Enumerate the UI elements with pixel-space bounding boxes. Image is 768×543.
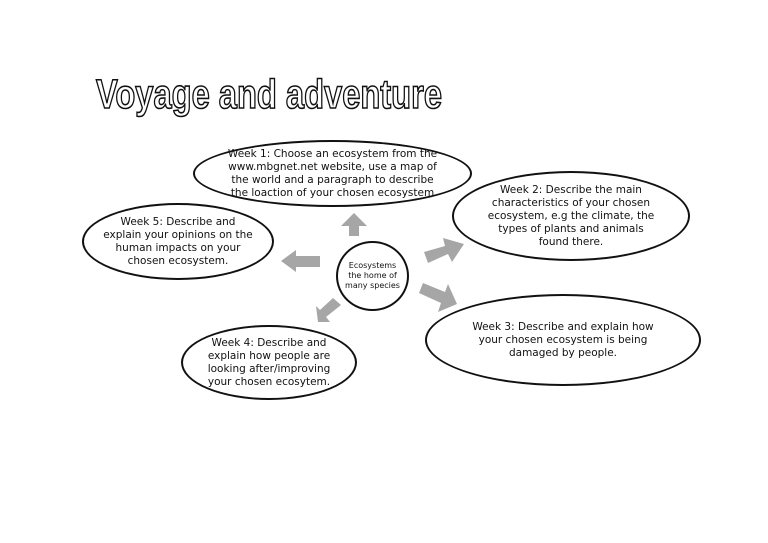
week5-ellipse (82, 203, 274, 280)
arrow-to-week2 (424, 238, 464, 263)
week5-text: Week 5: Describe and explain your opinions on the human impacts on your chosen ecosystem. (103, 215, 253, 267)
page-title: Voyage and adventure (96, 71, 442, 117)
arrow-to-week5 (281, 250, 320, 272)
week2-text: Week 2: Describe the main characteristics of your chosen ecosystem, e.g the climate, the types of plants and animals found there. (487, 183, 655, 248)
week2-ellipse (452, 171, 690, 261)
arrow-to-week1 (341, 213, 367, 236)
week1-text: Week 1: Choose an ecosystem from the www.mbgnet.net website, use a map of the world and a paragraph to describe the loaction of your chosen ecosystem (227, 147, 438, 199)
week3-ellipse (425, 294, 701, 386)
center-circle (336, 241, 409, 311)
center-text: Ecosystems the home of many species (345, 261, 400, 290)
week1-ellipse (193, 140, 472, 207)
arrow-to-week3 (419, 283, 457, 312)
week4-text: Week 4: Describe and explain how people are looking after/improving your chosen ecosytem. (207, 336, 331, 388)
week3-text: Week 3: Describe and explain how your chosen ecosystem is being damaged by people. (472, 320, 654, 359)
arrow-to-week4 (316, 298, 341, 322)
week4-ellipse (181, 325, 357, 400)
